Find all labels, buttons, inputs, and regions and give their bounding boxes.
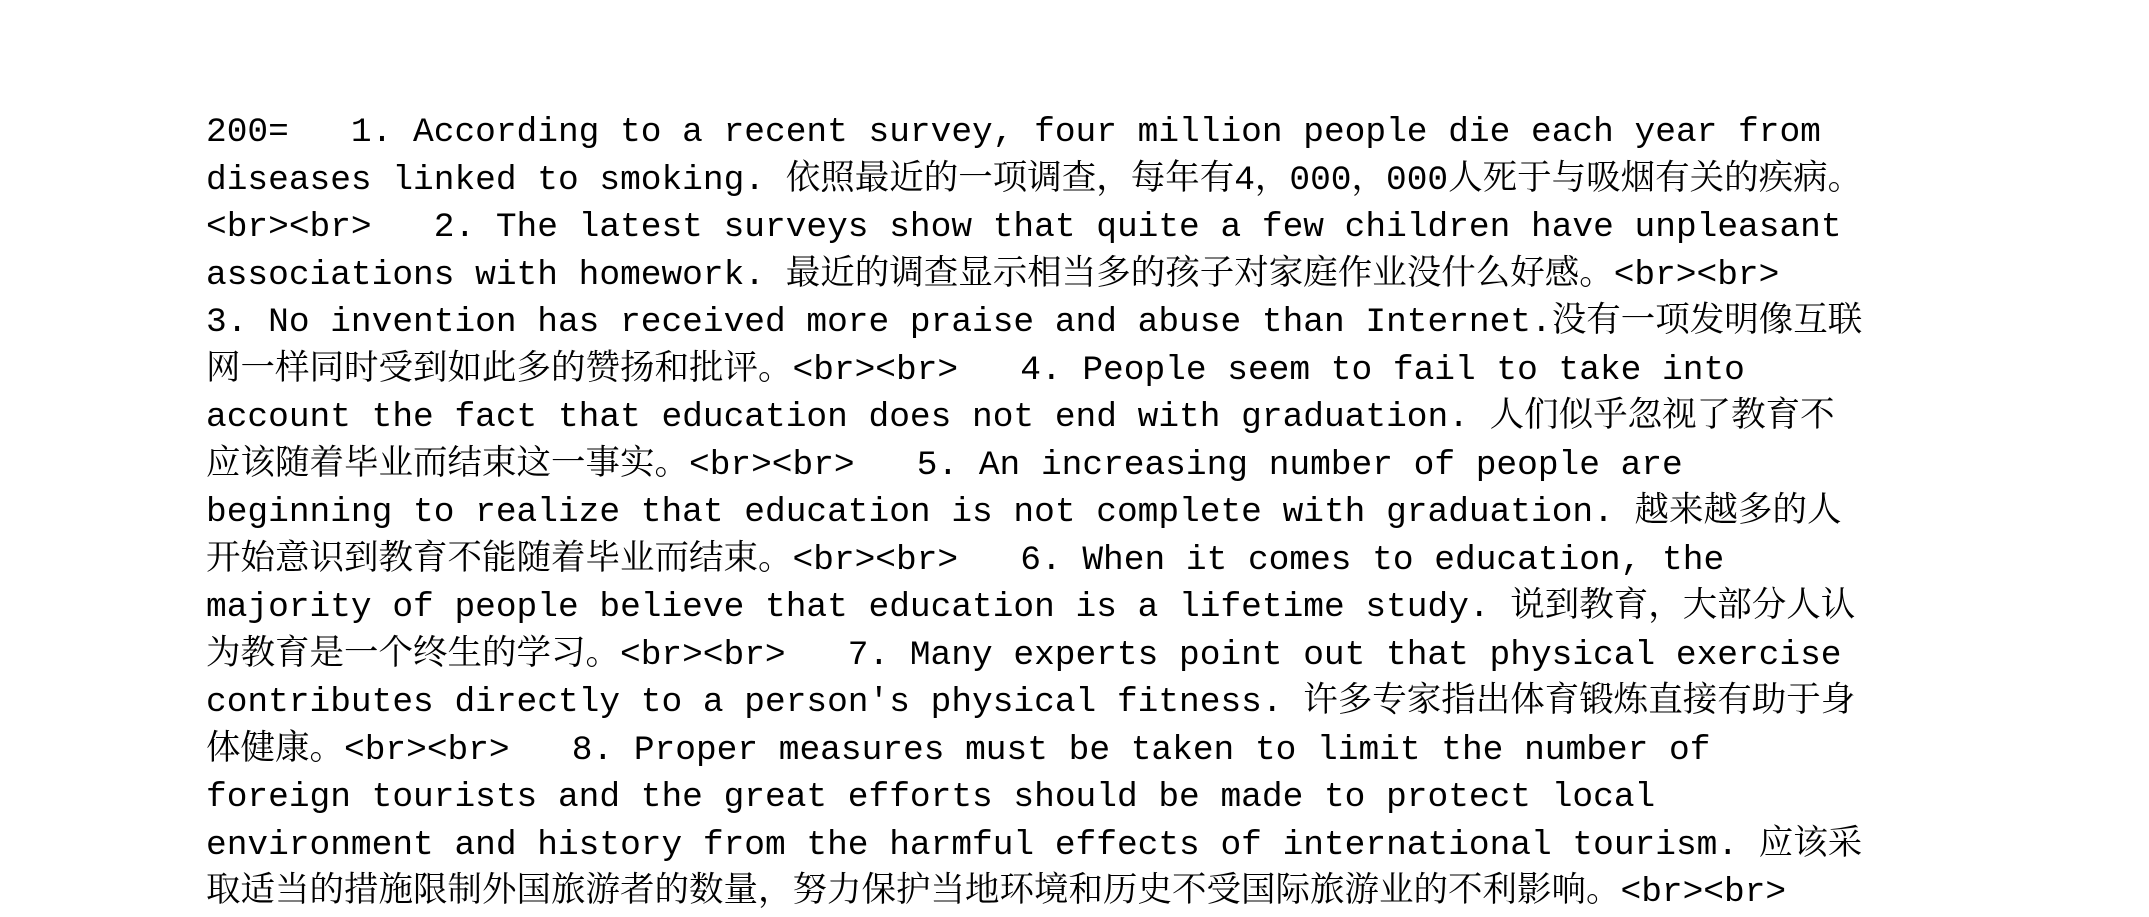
text-line: 网一样同时受到如此多的赞扬和批评。<br><br> 4. People seem to fail to take into (206, 350, 1745, 390)
text-line: beginning to realize that education is not complete with graduation. 越来越多的人 (206, 493, 1842, 532)
text-line: 体健康。<br><br> 8. Proper measures must be taken to limit the number of (206, 730, 1711, 770)
text-line: foreign tourists and the great efforts should be made to protect local (206, 778, 1656, 817)
text-line: 为教育是一个终生的学习。<br><br> 7. Many experts point out that physical exercise (206, 635, 1842, 675)
text-line: 取适当的措施限制外国旅游者的数量，努力保护当地环境和历史不受国际旅游业的不利影响。<br><br> (206, 873, 1787, 912)
text-line: associations with homework. 最近的调查显示相当多的孩子对家庭作业没什么好感。<br><br> (206, 255, 1780, 295)
text-line: 3. No invention has received more praise and abuse than Internet.没有一项发明像互联 (206, 303, 1863, 342)
document-body (206, 109, 1986, 917)
text-line: 200= 1. According to a recent survey, four million people die each year from (206, 113, 1821, 152)
text-line: majority of people believe that education is a lifetime study. 说到教育，大部分人认 (206, 588, 1856, 627)
text-line: <br><br> 2. The latest surveys show that quite a few children have unpleasant (206, 208, 1842, 247)
text-line: contributes directly to a person's physical fitness. 许多专家指出体育锻炼直接有助于身 (206, 683, 1856, 722)
text-line: 应该随着毕业而结束这一事实。<br><br> 5. An increasing number of people are (206, 445, 1683, 485)
text-line: 开始意识到教育不能随着毕业而结束。<br><br> 6. When it comes to education, the (206, 540, 1725, 580)
text-line: environment and history from the harmful effects of international tourism. 应该采 (206, 825, 1863, 865)
text-line: diseases linked to smoking. 依照最近的一项调查，每年有4，000，000人死于与吸烟有关的疾病。 (206, 160, 1863, 200)
text-line: account the fact that education does not end with graduation. 人们似乎忽视了教育不 (206, 398, 1835, 437)
